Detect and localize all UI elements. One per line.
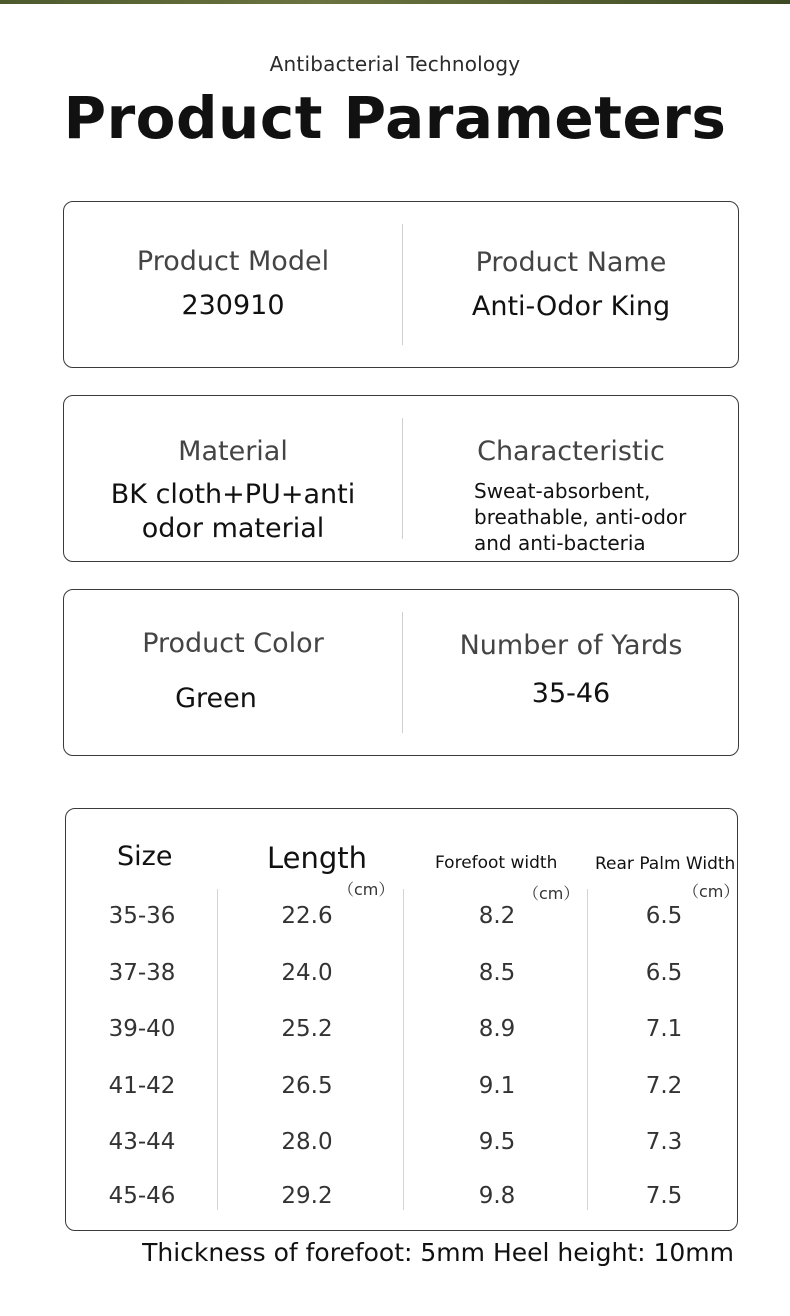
number-of-yards-label: Number of Yards (459, 630, 683, 661)
cell-forefoot: 9.8 (478, 1183, 516, 1209)
cell-length: 22.6 (281, 903, 333, 929)
cell-rear-palm: 7.3 (645, 1129, 683, 1155)
table-column-divider (217, 889, 218, 1210)
cell-length: 25.2 (281, 1016, 333, 1042)
cell-rear-palm: 7.5 (645, 1183, 683, 1209)
param-cell-model (64, 202, 402, 367)
cell-size: 35-36 (108, 903, 176, 929)
product-model-value: 230910 (181, 290, 285, 321)
material-line-1: BK cloth+PU+anti (110, 479, 356, 510)
cell-length: 29.2 (281, 1183, 333, 1209)
characteristic-line-2: breathable, anti-odor (474, 505, 687, 529)
cell-size: 43-44 (108, 1129, 176, 1155)
cell-forefoot: 9.5 (478, 1129, 516, 1155)
characteristic-label: Characteristic (477, 436, 665, 467)
cell-length: 24.0 (281, 960, 333, 986)
thickness-note: Thickness of forefoot: 5mm Heel height: 10mm (142, 1238, 734, 1267)
param-card-material-characteristic (63, 395, 739, 562)
param-cell-name (402, 202, 740, 367)
cell-size: 39-40 (108, 1016, 176, 1042)
param-card-color-yards (63, 589, 739, 756)
cell-length: 28.0 (281, 1129, 333, 1155)
cell-size: 37-38 (108, 960, 176, 986)
header-size: Size (117, 841, 173, 872)
cell-forefoot: 8.9 (478, 1016, 516, 1042)
page-title: Product Parameters (63, 84, 727, 152)
number-of-yards-value: 35-46 (531, 678, 611, 709)
product-color-value: Green (175, 683, 257, 714)
table-column-divider (403, 889, 404, 1210)
cell-forefoot: 9.1 (478, 1073, 516, 1099)
cell-size: 45-46 (108, 1183, 176, 1209)
size-table (65, 808, 738, 1231)
param-cell-yards (402, 590, 740, 755)
product-model-label: Product Model (136, 246, 330, 277)
unit-rear-palm: （cm） (683, 882, 740, 901)
subtitle: Antibacterial Technology (269, 52, 521, 76)
header-rear-palm-width: Rear Palm Width (595, 854, 736, 874)
cell-forefoot: 8.2 (478, 903, 516, 929)
param-card-model-name (63, 201, 739, 368)
cell-length: 26.5 (281, 1073, 333, 1099)
material-line-2: odor material (141, 513, 325, 544)
param-cell-color (64, 590, 402, 755)
header-length: Length (267, 841, 368, 875)
material-value (64, 478, 402, 546)
product-name-label: Product Name (475, 247, 667, 278)
product-color-label: Product Color (142, 628, 324, 659)
cell-rear-palm: 6.5 (645, 960, 683, 986)
characteristic-value (402, 478, 740, 556)
header-forefoot-width: Forefoot width (435, 853, 558, 873)
unit-forefoot: （cm） (523, 884, 580, 903)
table-column-divider (587, 889, 588, 1210)
cell-size: 41-42 (108, 1073, 176, 1099)
unit-length: （cm） (338, 880, 395, 899)
cell-rear-palm: 6.5 (645, 903, 683, 929)
product-name-value: Anti-Odor King (471, 291, 671, 322)
top-image-strip (0, 0, 790, 4)
cell-rear-palm: 7.1 (645, 1016, 683, 1042)
param-cell-material (64, 396, 402, 561)
cell-rear-palm: 7.2 (645, 1073, 683, 1099)
param-cell-characteristic (402, 396, 740, 561)
characteristic-line-1: Sweat-absorbent, (474, 479, 651, 503)
cell-forefoot: 8.5 (478, 960, 516, 986)
characteristic-line-3: and anti-bacteria (474, 531, 646, 555)
material-label: Material (178, 436, 288, 467)
